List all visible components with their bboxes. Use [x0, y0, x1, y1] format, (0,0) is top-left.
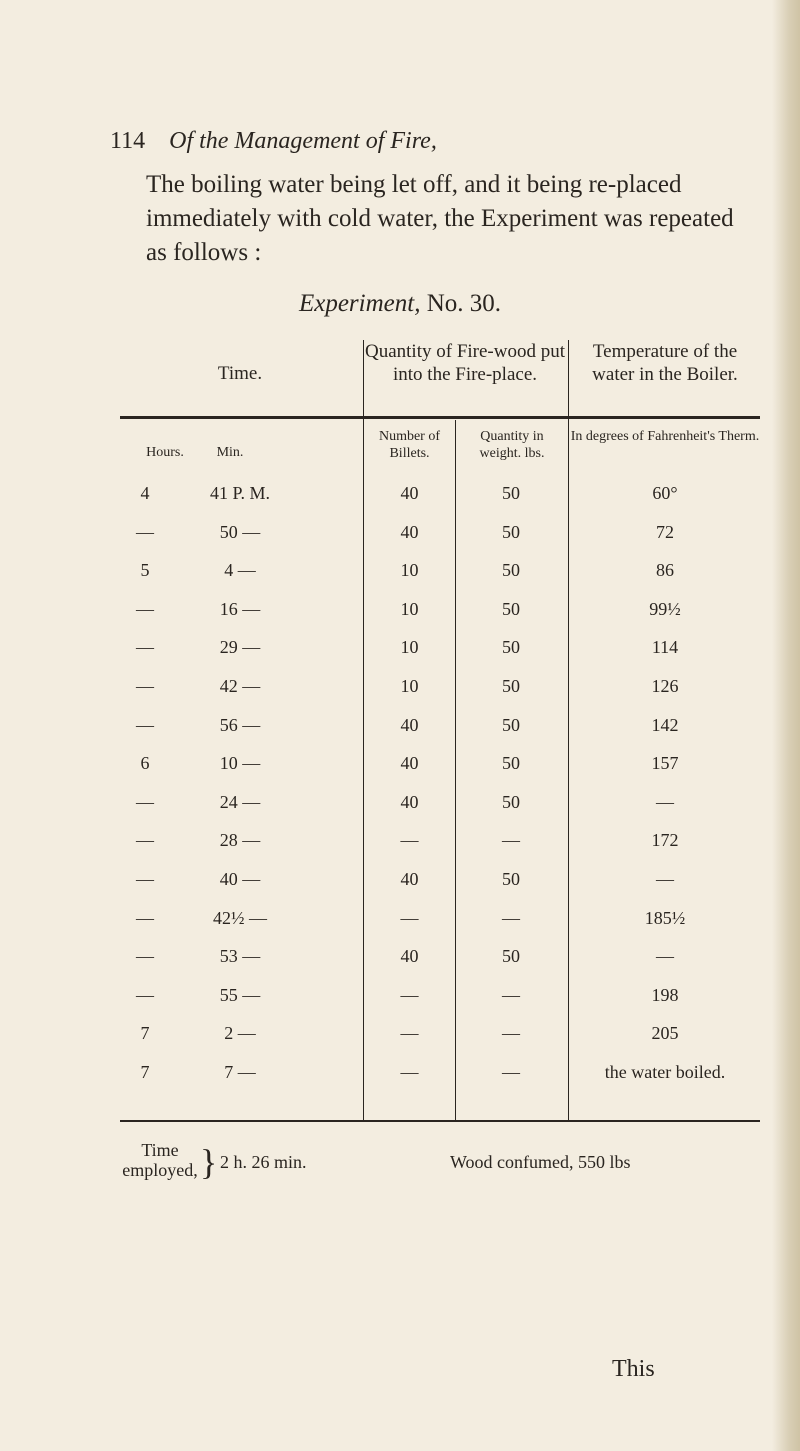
cell-t: — [656, 869, 674, 889]
cell-b: 40 [400, 483, 419, 503]
header-rule [120, 416, 760, 419]
cell-h: — [136, 946, 154, 967]
cell-m: 7 — [224, 1062, 256, 1082]
cell-b: 40 [400, 791, 419, 812]
cell-h: 5 [140, 560, 150, 581]
cell-t: 114 [651, 637, 679, 658]
cell-h: 6 [140, 753, 150, 774]
cell-t: 157 [651, 753, 679, 774]
intro-paragraph: The boiling water being let off, and it being re-placed immediately with cold water, the Experiment was repeated as follows : [146, 171, 734, 266]
cell-w: 50 [502, 753, 520, 774]
cell-b: 40 [400, 869, 419, 889]
col-header-temp: Temperature of the water in the Boiler. [592, 341, 738, 385]
experiment-title [0, 290, 800, 318]
cell-m: 55 — [219, 984, 261, 1005]
cell-h: — [136, 830, 154, 851]
cell-w: 50 [502, 791, 520, 812]
cell-m: 41 P. M. [209, 483, 271, 503]
sub-header-degrees: In degrees of Fahrenheit's Therm. [570, 429, 760, 444]
time-employed-label: Time employed, [122, 1140, 198, 1180]
cell-b: 40 [400, 521, 419, 542]
cell-b: — [400, 984, 419, 1005]
cell-w: 50 [502, 676, 520, 696]
cell-t: 86 [656, 560, 674, 581]
cell-t: 185½ [644, 907, 686, 928]
cell-m: 28 — [219, 830, 261, 851]
cell-m: 40 — [219, 869, 261, 889]
cell-t: — [656, 946, 674, 967]
cell-b: 10 [400, 598, 419, 619]
cell-h: — [136, 907, 154, 928]
cell-m: 4 — [224, 560, 256, 581]
cell-t: 205 [651, 1023, 679, 1044]
column-rule-2 [568, 340, 569, 1120]
cell-t: 72 [656, 521, 674, 542]
wood-consumed: Wood confumed, 550 lbs [450, 1152, 631, 1172]
cell-w: 50 [502, 869, 520, 889]
cell-m: 16 — [219, 598, 261, 619]
sub-header-weight: Quantity in weight. lbs. [479, 429, 545, 461]
cell-t: 99½ [649, 598, 681, 619]
cell-w: 50 [502, 560, 520, 581]
cell-t: the water boiled. [604, 1062, 726, 1082]
experiment-number: No. 30. [426, 290, 502, 317]
cell-m: 10 — [219, 753, 261, 774]
cell-m: 29 — [219, 637, 261, 658]
cell-h: 7 [140, 1062, 150, 1082]
cell-w: — [502, 1062, 520, 1082]
cell-b: — [400, 830, 419, 851]
cell-t: 172 [651, 830, 679, 851]
cell-w: 50 [502, 637, 520, 658]
cell-m: 42½ — [213, 907, 267, 928]
cell-t: 126 [651, 676, 679, 696]
cell-b: 40 [400, 714, 419, 735]
sub-header-hours: Hours. [146, 445, 184, 460]
cell-b: — [400, 907, 419, 928]
cell-m: 42 — [219, 676, 261, 696]
cell-w: 50 [502, 946, 520, 967]
cell-w: — [502, 830, 520, 851]
cell-h: — [136, 791, 154, 812]
col-header-time: Time. [217, 363, 263, 384]
sub-header-billets: Number of Billets. [378, 429, 441, 461]
running-header [110, 128, 437, 155]
cell-b: 10 [400, 676, 419, 696]
cell-m: 24 — [219, 791, 261, 812]
cell-b: — [400, 1023, 419, 1044]
cell-b: 40 [400, 753, 419, 774]
cell-h: — [136, 984, 154, 1005]
bottom-rule [120, 1120, 760, 1122]
cell-w: 50 [502, 598, 520, 619]
cell-h: 4 [140, 483, 150, 503]
catchword: This [612, 1356, 655, 1382]
brace-symbol: } [200, 1142, 218, 1182]
cell-w: — [502, 907, 520, 928]
cell-h: — [136, 676, 154, 696]
cell-m: 50 — [219, 521, 261, 542]
cell-t: 198 [651, 984, 679, 1005]
cell-w: — [502, 1023, 520, 1044]
cell-b: 40 [400, 946, 419, 967]
cell-m: 53 — [219, 946, 261, 967]
page-edge-shadow [772, 0, 800, 1451]
cell-h: — [136, 637, 154, 658]
col-header-wood: Quantity of Fire-wood put into the Fire-place. [365, 341, 566, 385]
running-title: Of the Management of Fire, [169, 128, 437, 154]
cell-w: 50 [502, 483, 520, 503]
cell-h: — [136, 714, 154, 735]
sub-header-min: Min. [216, 445, 244, 460]
experiment-label: Experiment, [298, 290, 421, 317]
cell-w: 50 [502, 521, 520, 542]
cell-w: 50 [502, 714, 520, 735]
cell-t: 60° [652, 483, 678, 503]
cell-b: 10 [400, 560, 419, 581]
cell-b: — [400, 1062, 419, 1082]
cell-h: — [136, 869, 154, 889]
cell-m: 2 — [224, 1023, 256, 1044]
experiment-table [120, 340, 760, 1120]
cell-h: — [136, 521, 154, 542]
cell-t: 142 [651, 714, 679, 735]
cell-b: 10 [400, 637, 419, 658]
time-employed-value: 2 h. 26 min. [220, 1152, 307, 1172]
cell-h: 7 [140, 1023, 150, 1044]
cell-w: — [502, 984, 520, 1005]
cell-h: — [136, 598, 154, 619]
cell-t: — [656, 791, 674, 812]
cell-m: 56 — [219, 714, 261, 735]
summary-footer [120, 1140, 760, 1200]
page-number: 114 [110, 128, 146, 154]
